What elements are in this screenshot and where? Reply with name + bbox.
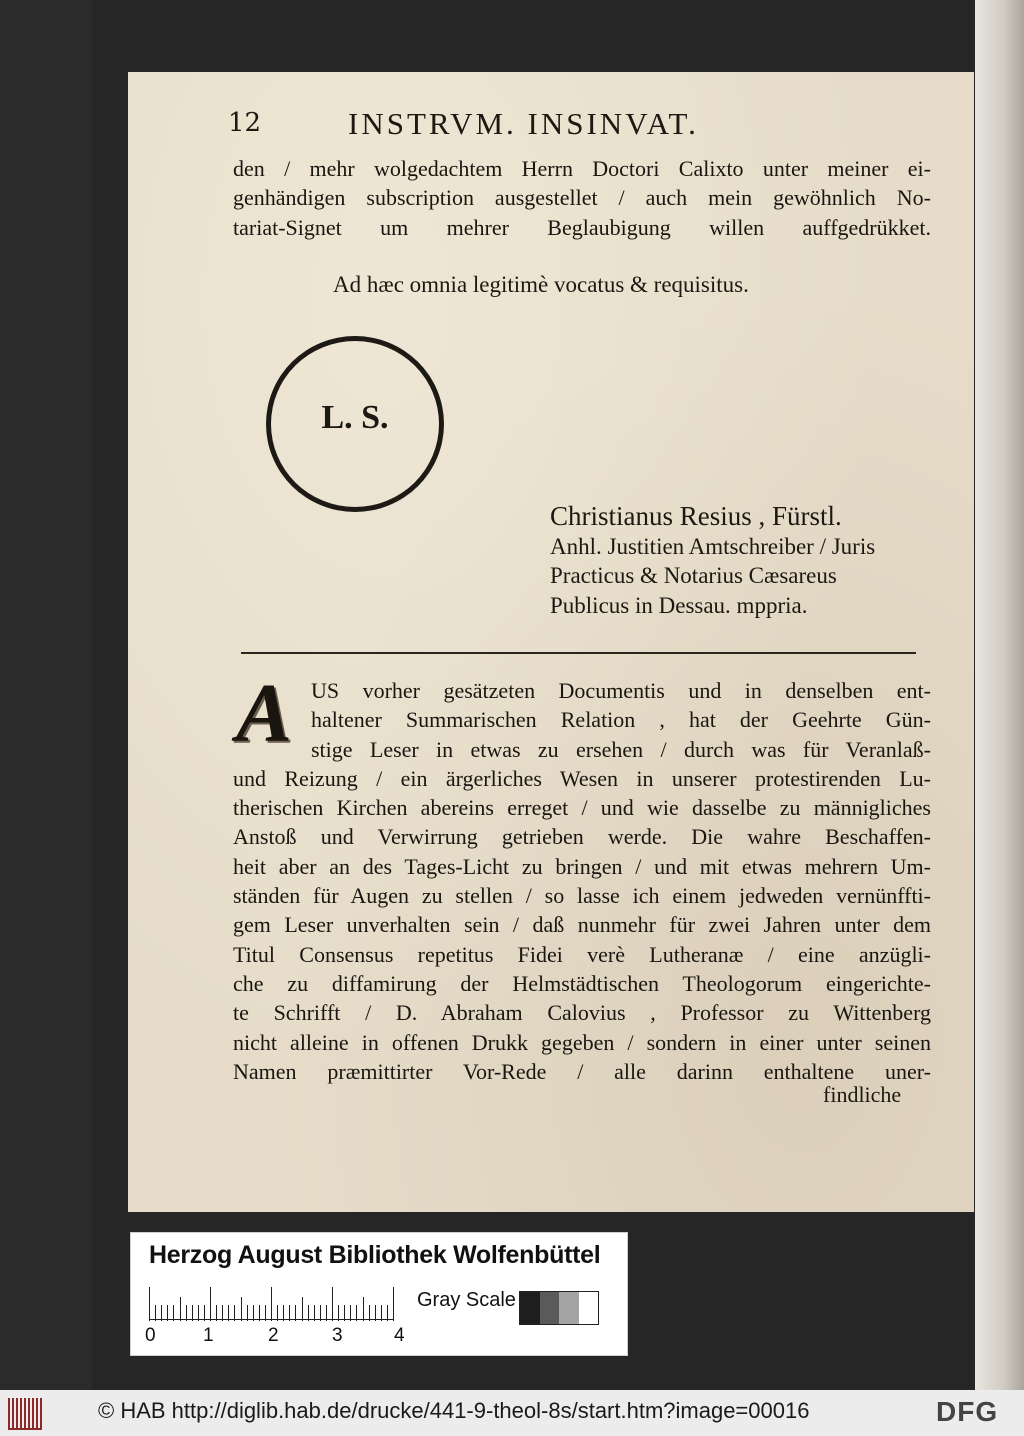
text-line: Titul Consensus repetitus Fidei verè Lutheranæ / eine anzügli- [233,941,931,967]
gray-swatch [579,1292,599,1324]
book-page [128,72,974,1212]
ruler-tick [253,1305,254,1321]
ruler-tick [302,1297,303,1321]
ruler-tick [369,1305,370,1321]
ruler-tick [326,1305,327,1321]
book-edge [975,0,1024,1390]
body-paragraph [233,676,931,1086]
gray-swatch [540,1292,560,1324]
ruler-tick [149,1287,150,1321]
ruler-tick [387,1305,388,1321]
ruler-tick [259,1305,260,1321]
text-line: US vorher gesätzeten Documentis und in denselben ent- [311,678,931,703]
text-line: den / mehr wolgedachtem Herrn Doctori Calixto unter meiner ei- [233,156,931,181]
ruler-tick [155,1305,156,1321]
ruler-tick [344,1305,345,1321]
text-line: gem Leser unverhalten sein / daß nunmehr für zwei Jahren unter dem [233,912,931,938]
ruler-tick [198,1305,199,1321]
signature-line: Christianus Resius , Fürstl. [550,501,842,531]
dfg-logo: DFG [936,1396,999,1427]
ruler-tick [265,1305,266,1321]
text-line: therischen Kirchen abereins erreget / und wie dasselbe zu männigliches [233,795,931,821]
measurement-ruler [149,1285,393,1321]
gray-scale-swatches [519,1291,599,1325]
ruler-tick [314,1305,315,1321]
ruler-tick [192,1305,193,1321]
running-head-title: INSTRVM. INSINVAT. [348,106,699,141]
copyright-url[interactable]: © HAB http://diglib.hab.de/drucke/441-9-theol-8s/start.htm?image=00016 [98,1398,810,1423]
ruler-number: 2 [268,1325,279,1346]
ruler-tick [186,1305,187,1321]
text-line: te Schrifft / D. Abraham Calovius , Professor zu Wittenberg [233,1000,931,1026]
ruler-number: 0 [145,1325,156,1346]
ruler-tick [222,1305,223,1321]
notary-signature [550,502,935,620]
ruler-tick [277,1305,278,1321]
text-line: Anstoß und Verwirrung getrieben werde. Die wahre Beschaffen- [233,824,931,850]
ruler-tick [204,1305,205,1321]
ruler-tick [161,1305,162,1321]
running-head [228,106,928,146]
ruler-tick [173,1305,174,1321]
ruler-tick [241,1297,242,1321]
library-name: Herzog August Bibliothek Wolfenbüttel [149,1241,601,1269]
signature-line: Practicus & Notarius Cæsareus [550,563,837,588]
library-color-card [130,1232,628,1356]
ruler-number: 4 [394,1325,405,1346]
ruler-tick [381,1305,382,1321]
ruler-numbers [145,1325,415,1349]
section-divider [241,652,916,654]
signature-line: Publicus in Dessau. mppria. [550,592,808,618]
ruler-tick [332,1287,333,1321]
page-number: 12 [228,108,262,138]
ruler-tick [283,1305,284,1321]
signature-line: Anhl. Justitien Amtschreiber / Juris [550,533,876,559]
ruler-tick [375,1305,376,1321]
barcode-icon [8,1398,42,1430]
ruler-tick [350,1305,351,1321]
ruler-number: 1 [203,1325,214,1346]
gray-swatch [520,1292,540,1324]
ruler-tick [295,1305,296,1321]
ruler-tick [393,1287,394,1321]
text-line: che zu diffamirung der Helmstädtischen Theologorum eingerichte- [233,970,931,996]
ruler-tick [228,1305,229,1321]
text-line: Namen præmittirter Vor-Rede / alle darinn enthaltene uner- [233,1058,931,1084]
catchword: findliche [823,1082,902,1107]
ruler-tick [356,1305,357,1321]
ruler-tick [247,1305,248,1321]
ruler-tick [338,1305,339,1321]
notarial-formula: Ad hæc omnia legitimè vocatus & requisitus. [333,272,749,297]
ruler-tick [216,1305,217,1321]
text-line: stige Leser in etwas zu ersehen / durch was für Veranlaß- [311,736,931,762]
text-line: haltener Summarischen Relation , hat der Geehrte Gün- [311,707,931,733]
ruler-tick [234,1305,235,1321]
gray-scale-label: Gray Scale [417,1289,516,1311]
text-line: heit aber an des Tages-Licht zu bringen / und mit etwas mehrern Um- [233,853,931,879]
text-line: nicht alleine in offenen Drukk gegeben / sondern in einer unter seinen [233,1029,931,1055]
ruler-tick [289,1305,290,1321]
ruler-number: 3 [332,1325,343,1346]
text-line: tariat-Signet um mehrer Beglaubigung willen auffgedrükket. [233,214,931,240]
ruler-tick [180,1297,181,1321]
ruler-tick [320,1305,321,1321]
text-line: ständen für Augen zu stellen / so lasse ich einem jedweden vernünffti- [233,883,931,909]
ruler-tick [363,1297,364,1321]
seal-circle [266,336,444,512]
seal-text: L. S. [321,399,389,436]
text-line: genhändigen subscription ausgestellet / auch mein gewöhnlich No- [233,185,931,211]
top-paragraph [233,154,931,242]
ruler-tick [210,1287,211,1321]
ruler-tick [167,1305,168,1321]
decorated-initial: A [236,667,293,760]
ruler-tick [308,1305,309,1321]
footer-bar [0,1390,1024,1436]
gray-swatch [559,1292,579,1324]
ruler-tick [271,1287,272,1321]
text-line: und Reizung / ein ärgerliches Wesen in unserer protestirenden Lu- [233,765,931,791]
